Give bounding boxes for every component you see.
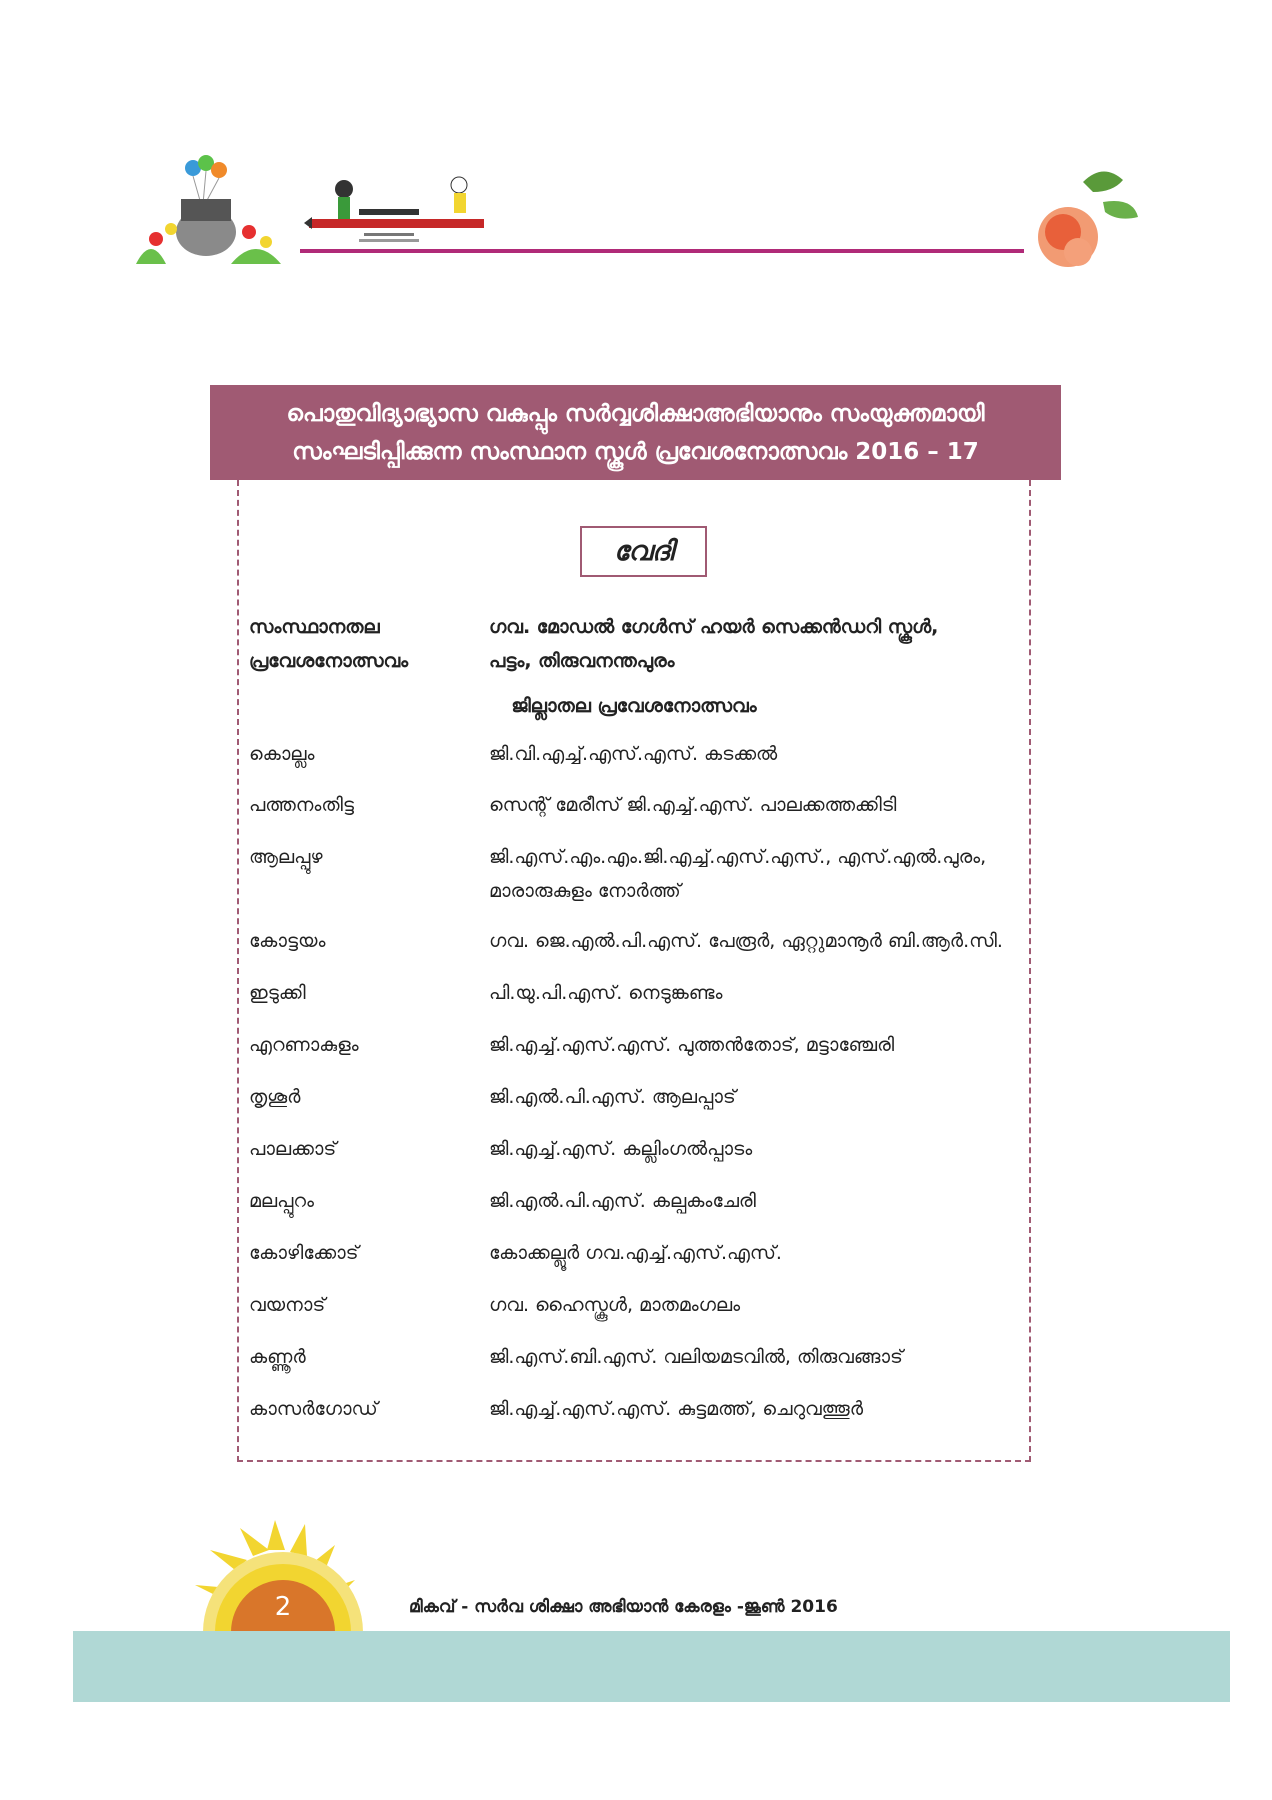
state-level-venue-1: ഗവ. മോഡൽ ഗേൾസ് ഹയർ സെക്കൻഡറി സ്കൂൾ, (489, 616, 939, 638)
footer-publication-line: മികവ് - സർവ ശിക്ഷാ അഭിയാൻ കേരളം -ജൂൺ 2016 (409, 1597, 838, 1617)
magazine-logo (304, 171, 490, 249)
district-name: മലപ്പുറം (249, 1190, 314, 1212)
page-number: 2 (274, 1592, 292, 1622)
venue-line-1: ജി.എച്ച്.എസ്. കല്ലിംഗൽപ്പാടം (489, 1138, 753, 1160)
district-name: പാലക്കാട് (249, 1138, 337, 1160)
district-venue (489, 1392, 1029, 1426)
venue-line-1: ഗവ. ജെ.എൽ.പി.എസ്. പേരൂർ, ഏറ്റുമാനൂർ ബി.ആർ.സി. (489, 930, 1003, 952)
footer-band (73, 1631, 1230, 1702)
state-level-venue-2: പട്ടം, തിരുവനന്തപുരം (489, 650, 675, 672)
venue-line-1: ജി.എച്ച്.എസ്.എസ്. പുത്തൻതോട്, മട്ടാഞ്ചേരി (489, 1034, 895, 1056)
district-venue (489, 737, 1029, 771)
district-name: കൊല്ലം (249, 743, 315, 765)
header-rule (300, 249, 1024, 253)
district-venue (489, 1288, 1029, 1322)
district-name: പത്തനംതിട്ട (249, 794, 354, 816)
venue-line-1: ജി.എസ്.എം.എം.ജി.എച്ച്.എസ്.എസ്., എസ്.എൽ.പുരം, (489, 846, 987, 868)
venue-line-2: മാരാരുകുളം നോർത്ത് (489, 880, 681, 902)
district-venue (489, 1340, 1029, 1374)
banner-line-2: സംഘടിപ്പിക്കുന്ന സംസ്ഥാന സ്കൂൾ പ്രവേശനോത്സവം 2016 – 17 (292, 439, 979, 465)
venue-line-1: ഗവ. ഹൈസ്കൂൾ, മാതമംഗലം (489, 1294, 741, 1316)
district-name: തൃശൂർ (249, 1086, 301, 1108)
venue-line-1: ജി.എച്ച്.എസ്.എസ്. കുട്ടമത്ത്, ചെറുവത്തൂർ (489, 1398, 863, 1420)
district-venue (489, 924, 1029, 958)
district-venue (489, 1184, 1029, 1218)
district-name: കാസർഗോഡ് (249, 1398, 378, 1420)
district-name: കോഴിക്കോട് (249, 1242, 359, 1264)
state-level-row (249, 610, 1029, 680)
district-name: കോട്ടയം (249, 930, 326, 952)
venue-line-1: ജി.എസ്.ബി.എസ്. വലിയമടവിൽ, തിരുവങ്ങാട് (489, 1346, 903, 1368)
district-name: ഇടുക്കി (249, 982, 306, 1004)
venue-line-1: സെന്റ് മേരീസ് ജി.എച്ച്.എസ്. പാലക്കത്തക്കിടി (489, 794, 897, 816)
event-title-banner (210, 385, 1061, 480)
district-name: വയനാട് (249, 1294, 326, 1316)
venue-line-1: ജി.എൽ.പി.എസ്. ആലപ്പാട് (489, 1086, 736, 1108)
district-venue (489, 1028, 1029, 1062)
venue-line-1: ജി.എൽ.പി.എസ്. കല്പകംചേരി (489, 1190, 756, 1212)
flower-illustration (1023, 162, 1145, 284)
district-venue (489, 976, 1029, 1010)
district-name: ആലപ്പുഴ (249, 846, 323, 868)
district-venue (489, 788, 1029, 822)
district-name: കണ്ണൂർ (249, 1346, 306, 1368)
district-name: എറണാകുളം (249, 1034, 359, 1056)
venue-line-1: ജി.വി.എച്ച്.എസ്.എസ്. കടക്കൽ (489, 743, 778, 765)
district-venue (489, 1080, 1029, 1114)
state-level-label-1: സംസ്ഥാനതല (249, 616, 380, 638)
district-level-heading: ജില്ലാതല പ്രവേശനോത്സവം (511, 695, 757, 717)
venue-heading: വേദി (580, 526, 707, 577)
venue-line-1: കോക്കല്ലൂർ ഗവ.എച്ച്.എസ്.എസ്. (489, 1242, 782, 1264)
district-venue (489, 840, 1029, 908)
district-venue (489, 1236, 1029, 1270)
elephant-balloons-illustration (131, 154, 291, 266)
banner-line-1: പൊതുവിദ്യാഭ്യാസ വകുപ്പും സർവ്വശിക്ഷാഅഭിയാനും സംയുക്തമായി (286, 401, 985, 427)
state-level-label-2: പ്രവേശനോത്സവം (249, 650, 409, 672)
district-venue (489, 1132, 1029, 1166)
venue-line-1: പി.യു.പി.എസ്. നെടുങ്കണ്ടം (489, 982, 723, 1004)
